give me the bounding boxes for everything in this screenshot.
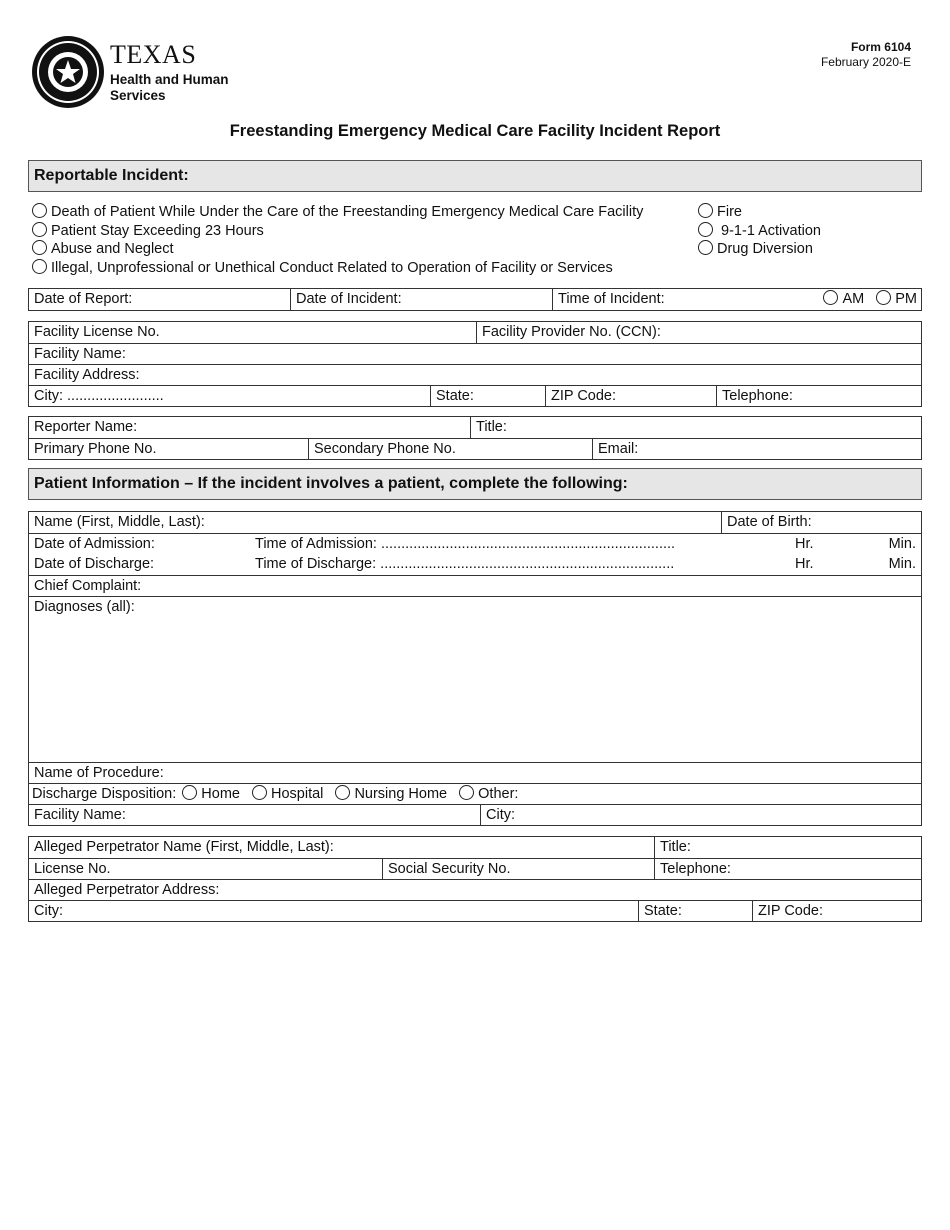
perpetrator-city-field[interactable]: City:: [34, 903, 63, 919]
logo-agency-text: Health and Human Services: [110, 72, 229, 103]
reportable-incident-heading: Reportable Incident:: [28, 160, 922, 192]
time-of-discharge-field[interactable]: Time of Discharge: .........................................................................: [255, 556, 675, 572]
facility-telephone-field[interactable]: Telephone:: [716, 386, 921, 406]
form-number: Form 6104: [850, 40, 911, 54]
reporter-table: [28, 416, 922, 460]
discharge-city-field[interactable]: City:: [480, 805, 921, 825]
patient-table: [28, 511, 922, 826]
facility-zip-field[interactable]: ZIP Code:: [545, 386, 716, 406]
radio-icon[interactable]: [32, 259, 47, 274]
incident-options-right: [698, 203, 821, 259]
diagnoses-field[interactable]: Diagnoses (all):: [34, 599, 135, 615]
date-of-admission-field[interactable]: Date of Admission:: [34, 536, 155, 552]
admission-hr-label: Hr.: [795, 536, 814, 552]
facility-address-field[interactable]: Facility Address:: [34, 367, 140, 383]
home-label: Home: [201, 786, 240, 802]
perpetrator-state-field[interactable]: State:: [638, 901, 752, 921]
incident-option-stay[interactable]: Patient Stay Exceeding 23 Hours: [32, 222, 643, 241]
patient-info-heading: Patient Information – If the incident involves a patient, complete the following:: [28, 468, 922, 500]
radio-icon[interactable]: [32, 203, 47, 218]
discharge-disposition-field: Discharge Disposition: Home Hospital Nursing Home Other:: [32, 786, 519, 802]
radio-icon[interactable]: [32, 240, 47, 255]
other-radio-icon[interactable]: [459, 785, 474, 800]
form-date: February 2020-E: [820, 55, 911, 69]
am-radio-icon[interactable]: [823, 290, 838, 305]
hhs-logo: [30, 34, 230, 110]
reporter-name-field[interactable]: Reporter Name:: [34, 419, 138, 435]
email-field[interactable]: Email:: [592, 439, 921, 459]
form-number-block: [821, 40, 911, 70]
hospital-radio-icon[interactable]: [252, 785, 267, 800]
page-title: Freestanding Emergency Medical Care Facility Incident Report: [229, 122, 721, 140]
time-of-admission-field[interactable]: Time of Admission: .........................................................................: [255, 536, 676, 552]
radio-icon[interactable]: [698, 222, 713, 237]
incident-options-left: [32, 203, 643, 277]
nursing-home-radio-icon[interactable]: [335, 785, 350, 800]
perpetrator-zip-field[interactable]: ZIP Code:: [752, 901, 921, 921]
incident-option-drug[interactable]: Drug Diversion: [698, 240, 821, 259]
primary-phone-field[interactable]: Primary Phone No.: [34, 441, 157, 457]
logo-texas-text: TEXAS: [110, 40, 197, 69]
facility-license-field[interactable]: Facility License No.: [34, 324, 160, 340]
facility-name-field[interactable]: Facility Name:: [34, 346, 126, 362]
other-label: Other:: [478, 786, 519, 802]
radio-icon[interactable]: [698, 240, 713, 255]
perpetrator-title-field[interactable]: Title:: [654, 837, 921, 858]
incident-option-911[interactable]: 9-1-1 Activation: [698, 222, 821, 241]
pm-radio-icon[interactable]: [876, 290, 891, 305]
discharge-facility-name-field[interactable]: Facility Name:: [34, 807, 126, 823]
time-of-incident-field[interactable]: Time of Incident: AM PM: [552, 289, 921, 310]
procedure-name-field[interactable]: Name of Procedure:: [34, 765, 164, 781]
incident-option-abuse[interactable]: Abuse and Neglect: [32, 240, 643, 259]
perpetrator-ssn-field[interactable]: Social Security No.: [382, 859, 654, 879]
hospital-label: Hospital: [271, 786, 324, 802]
perpetrator-address-field[interactable]: Alleged Perpetrator Address:: [34, 882, 220, 898]
pm-label: PM: [895, 291, 917, 307]
texas-seal-icon: [30, 34, 106, 110]
incident-option-fire[interactable]: Fire: [698, 203, 821, 222]
reporter-title-field[interactable]: Title:: [470, 417, 921, 438]
date-of-discharge-field[interactable]: Date of Discharge:: [34, 556, 155, 572]
perpetrator-telephone-field[interactable]: Telephone:: [654, 859, 921, 879]
patient-name-field[interactable]: Name (First, Middle, Last):: [34, 514, 205, 530]
date-of-birth-field[interactable]: Date of Birth:: [721, 512, 921, 533]
secondary-phone-field[interactable]: Secondary Phone No.: [308, 439, 592, 459]
facility-provider-field[interactable]: Facility Provider No. (CCN):: [476, 322, 921, 343]
date-of-incident-field[interactable]: Date of Incident:: [290, 289, 552, 310]
facility-city-field[interactable]: City: ........................: [34, 388, 164, 404]
radio-icon[interactable]: [698, 203, 713, 218]
home-radio-icon[interactable]: [182, 785, 197, 800]
perpetrator-license-field[interactable]: License No.: [34, 861, 111, 877]
incident-option-death[interactable]: Death of Patient While Under the Care of the Freestanding Emergency Medical Care Facility: [32, 203, 643, 222]
admission-min-label: Min.: [888, 536, 916, 552]
chief-complaint-field[interactable]: Chief Complaint:: [34, 578, 142, 594]
perpetrator-table: [28, 836, 922, 922]
perpetrator-name-field[interactable]: Alleged Perpetrator Name (First, Middle, Last):: [34, 839, 334, 855]
incident-option-conduct[interactable]: Illegal, Unprofessional or Unethical Conduct Related to Operation of Facility or Services: [32, 259, 643, 278]
report-dates-table: [28, 288, 922, 311]
nursing-home-label: Nursing Home: [354, 786, 448, 802]
facility-state-field[interactable]: State:: [430, 386, 545, 406]
facility-table: [28, 321, 922, 407]
am-label: AM: [842, 291, 865, 307]
date-of-report-field[interactable]: Date of Report:: [34, 291, 133, 307]
radio-icon[interactable]: [32, 222, 47, 237]
discharge-hr-label: Hr.: [795, 556, 814, 572]
discharge-min-label: Min.: [888, 556, 916, 572]
